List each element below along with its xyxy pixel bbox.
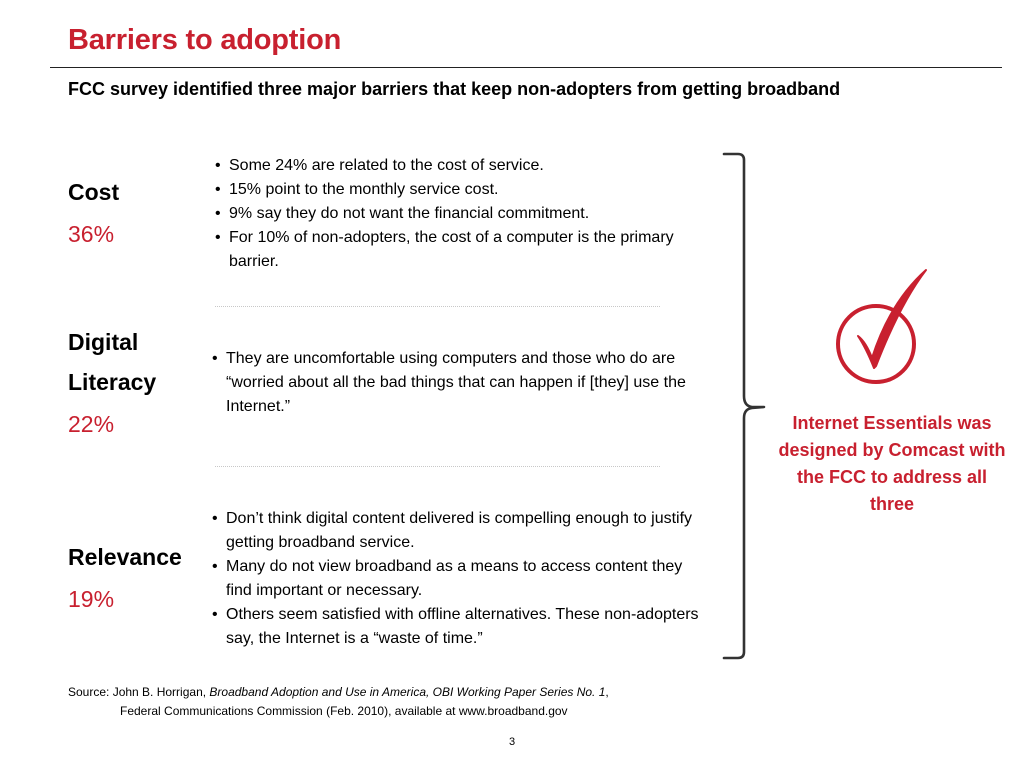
grouping-bracket [718,148,774,666]
source-line-1: Source: John B. Horrigan, Broadband Adoption and Use in America, OBI Working Paper Series No. 1, [68,685,609,699]
barrier-digital-literacy-percent: 22% [68,411,115,437]
bullet-item: • For 10% of non-adopters, the cost of a computer is the primary barrier. [215,229,674,270]
bullet-item: • 9% say they do not want the financial commitment. [215,205,590,222]
bullet-item: • They are uncomfortable using computers and those who do are “worried about all the bad things that can happen if [they] use the Internet.” [212,350,686,415]
bullet-item: • Don’t think digital content delivered is compelling enough to justify getting broadband service. [212,510,693,551]
barrier-cost-name: Cost [68,179,120,205]
separator-line [215,466,660,467]
source-citation [68,683,609,721]
slide-title: Barriers to adoption [68,24,342,56]
bullet-item: • Many do not view broadband as a means to access content they find important or necessary. [212,558,683,599]
barrier-relevance-name: Relevance [68,544,182,570]
bullet-item: • Some 24% are related to the cost of service. [215,157,544,174]
barrier-digital-literacy-bullets [212,347,690,419]
barrier-cost-percent: 36% [68,221,115,247]
barrier-digital-literacy-name-line1: Digital [68,329,139,355]
page-number: 3 [508,736,516,748]
bullet-item: • 15% point to the monthly service cost. [215,181,499,198]
separator-line [215,306,660,307]
barrier-relevance-percent: 19% [68,586,115,612]
barrier-digital-literacy-name-line2: Literacy [68,369,157,395]
source-line-2: Federal Communications Commission (Feb. 2010), available at www.broadband.gov [120,704,568,718]
barrier-cost-bullets [215,154,685,274]
check-circle-icon [830,262,940,392]
callout-text: Internet Essentials was designed by Comcast with the FCC to address all three [778,413,1006,514]
title-divider [50,67,1002,68]
source-publication: Broadband Adoption and Use in America, OBI Working Paper Series No. 1 [209,685,606,699]
barrier-relevance-bullets [212,507,702,651]
bullet-item: • Others seem satisfied with offline alternatives. These non-adopters say, the Internet is a “waste of time.” [212,606,699,647]
slide-subtitle: FCC survey identified three major barriers that keep non-adopters from getting broadband [68,79,841,99]
